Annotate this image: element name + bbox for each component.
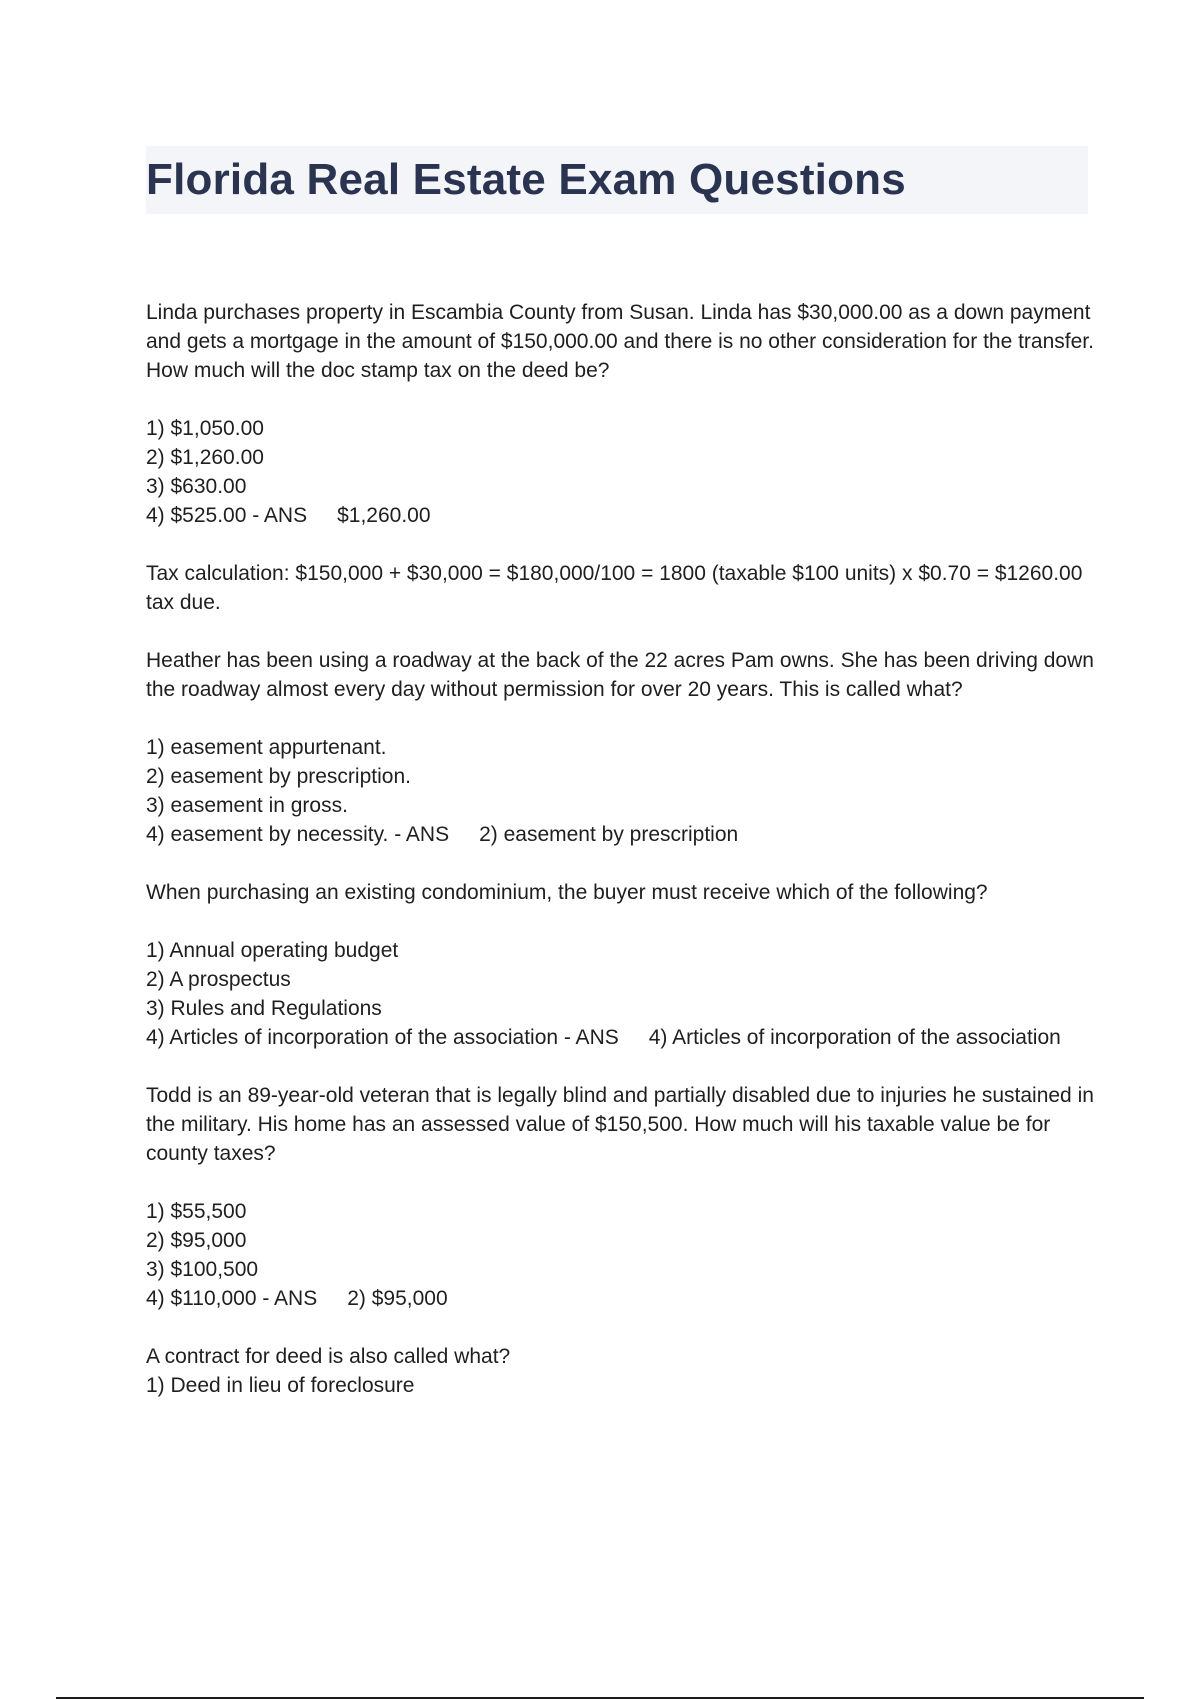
option-item: 1) $1,050.00 [146,417,264,440]
option-item: 4) Articles of incorporation of the association - ANS [146,1026,619,1049]
answer-text: 4) Articles of incorporation of the association [648,1026,1061,1049]
option-item: 3) easement in gross. [146,794,348,817]
option-item: 1) Deed in lieu of foreclosure [146,1374,415,1397]
option-list [146,936,1096,1052]
option-item-with-answer [146,501,1096,530]
footer-divider [56,1697,1144,1699]
option-list [146,414,1096,530]
document-body [146,298,1096,1400]
option-item: 4) $525.00 - ANS [146,504,308,527]
option-item: 1) $55,500 [146,1200,247,1223]
answer-text: 2) easement by prescription [479,823,739,846]
option-item: 1) easement appurtenant. [146,736,387,759]
answer-text: 2) $95,000 [347,1287,448,1310]
option-item: 3) $630.00 [146,475,247,498]
question-text: Todd is an 89-year-old veteran that is legally blind and partially disabled due to injuries he sustained in the military. His home has an assessed value of $150,500. How much will his taxable value be for county taxes? [146,1084,1094,1165]
option-item-with-answer [146,1023,1096,1052]
option-item: 2) A prospectus [146,968,291,991]
option-item-with-answer [146,1284,1096,1313]
question-text: A contract for deed is also called what? [146,1345,511,1368]
option-list [146,1197,1096,1313]
option-item: 3) $100,500 [146,1258,259,1281]
question-text: When purchasing an existing condominium, the buyer must receive which of the following? [146,881,988,904]
option-item-with-answer [146,820,1096,849]
option-item: 4) $110,000 - ANS [146,1287,318,1310]
option-item: 4) easement by necessity. - ANS [146,823,450,846]
page-title: Florida Real Estate Exam Questions [146,155,906,204]
option-item: 2) $1,260.00 [146,446,264,469]
question-text: Heather has been using a roadway at the back of the 22 acres Pam owns. She has been driving down the roadway almost every day without permission for over 20 years. This is called what? [146,649,1094,701]
option-item: 1) Annual operating budget [146,939,399,962]
option-item: 2) easement by prescription. [146,765,411,788]
option-item: 3) Rules and Regulations [146,997,382,1020]
explanation-text: Tax calculation: $150,000 + $30,000 = $180,000/100 = 1800 (taxable $100 units) x $0.70 = $1260.00 tax due. [146,562,1083,614]
answer-text: $1,260.00 [337,504,431,527]
question-text: Linda purchases property in Escambia County from Susan. Linda has $30,000.00 as a down payment and gets a mortgage in the amount of $150,000.00 and there is no other consideration for the transfer. How much will the doc stamp tax on the deed be? [146,301,1094,382]
title-banner [146,146,1088,214]
option-item: 2) $95,000 [146,1229,247,1252]
question-block [146,1342,1096,1400]
option-list [146,733,1096,849]
